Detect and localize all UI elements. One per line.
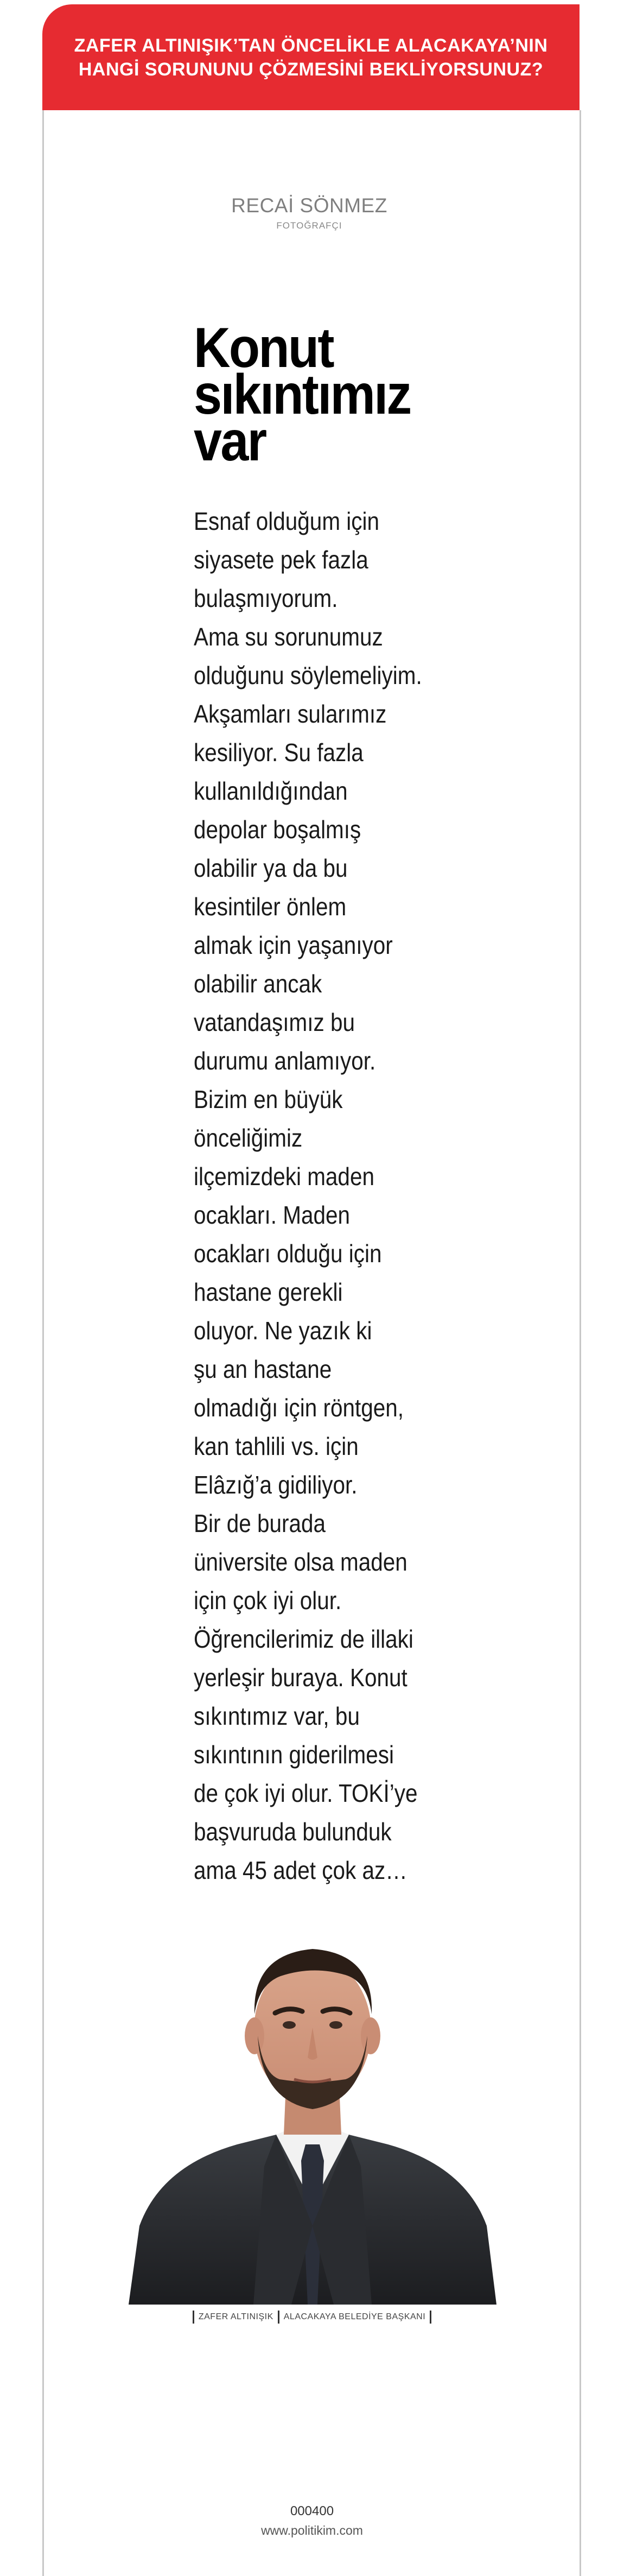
- body-line: Esnaf olduğum için: [194, 507, 380, 535]
- question-banner: [42, 4, 580, 110]
- caption-name: ZAFER ALTINIŞIK: [198, 2312, 273, 2321]
- article-headline: [194, 317, 423, 473]
- byline: [179, 194, 440, 231]
- body-line: oluyor. Ne yazık ki: [194, 1317, 372, 1345]
- body-line: önceliğimiz: [194, 1124, 303, 1152]
- body-line: için çok iyi olur.: [194, 1586, 342, 1615]
- body-line: şu an hastane: [194, 1355, 332, 1383]
- body-line: Elâzığ’a gidiliyor.: [194, 1471, 358, 1499]
- caption-divider: [430, 2311, 431, 2324]
- body-line: olmadığı için röntgen,: [194, 1394, 404, 1422]
- body-line: siyasete pek fazla: [194, 546, 368, 574]
- caption-title: ALACAKAYA BELEDİYE BAŞKANI: [283, 2312, 426, 2321]
- body-line: sıkıntının giderilmesi: [194, 1740, 394, 1769]
- body-line: kesintiler önlem: [194, 893, 347, 921]
- page-number: 000400: [290, 2504, 334, 2518]
- article-body: [194, 502, 422, 1890]
- page-footer: [231, 2504, 393, 2538]
- body-line: ocakları. Maden: [194, 1201, 351, 1229]
- body-line: başvuruda bulunduk: [194, 1818, 392, 1846]
- photo-caption: [179, 2311, 445, 2324]
- body-line: olabilir ancak: [194, 970, 322, 998]
- body-line: kesiliyor. Su fazla: [194, 738, 364, 767]
- byline-role: FOTOĞRAFÇI: [276, 220, 342, 231]
- right-column-rule: [580, 110, 581, 2576]
- body-line: Bir de burada: [194, 1509, 326, 1537]
- body-line: Ama su sorunumuz: [194, 623, 383, 651]
- body-line: ilçemizdeki maden: [194, 1162, 374, 1191]
- headline-line: Konut: [194, 317, 333, 379]
- body-line: ocakları olduğu için: [194, 1239, 382, 1268]
- body-line: ama 45 adet çok az…: [194, 1856, 407, 1884]
- portrait-illustration: [129, 1922, 496, 2305]
- caption-divider: [278, 2311, 279, 2324]
- body-line: Bizim en büyük: [194, 1085, 343, 1113]
- body-line: durumu anlamıyor.: [194, 1047, 376, 1075]
- body-line: de çok iyi olur. TOKİ’ye: [194, 1779, 418, 1807]
- banner-question-text: ZAFER ALTINIŞIK’TAN ÖNCELİKLE ALACAKAYA’NIN HANGİ SORUNUNU ÇÖZMESİNİ BEKLİYORSUNUZ?: [74, 35, 548, 80]
- body-line: bulaşmıyorum.: [194, 584, 338, 612]
- caption-divider: [193, 2311, 194, 2324]
- body-line: olduğunu söylemeliyim.: [194, 661, 422, 689]
- website-link[interactable]: www.politikim.com: [261, 2523, 363, 2537]
- body-line: vatandaşımız bu: [194, 1008, 355, 1036]
- body-line: hastane gerekli: [194, 1278, 343, 1306]
- headline-line: var: [194, 410, 266, 473]
- body-line: kullanıldığından: [194, 777, 348, 805]
- left-column-rule: [42, 110, 44, 2576]
- body-line: almak için yaşanıyor: [194, 931, 393, 959]
- byline-name: RECAİ SÖNMEZ: [231, 194, 387, 217]
- body-line: kan tahlili vs. için: [194, 1432, 359, 1460]
- body-line: yerleşir buraya. Konut: [194, 1663, 407, 1692]
- body-line: sıkıntımız var, bu: [194, 1702, 360, 1730]
- body-line: depolar boşalmış: [194, 815, 361, 844]
- portrait-photo: [129, 1922, 496, 2305]
- body-line: Akşamları sularımız: [194, 700, 387, 728]
- body-line: üniversite olsa maden: [194, 1548, 407, 1576]
- body-line: Öğrencilerimiz de illaki: [194, 1625, 413, 1653]
- body-line: olabilir ya da bu: [194, 854, 348, 882]
- headline-line: sıkıntımız: [194, 363, 411, 426]
